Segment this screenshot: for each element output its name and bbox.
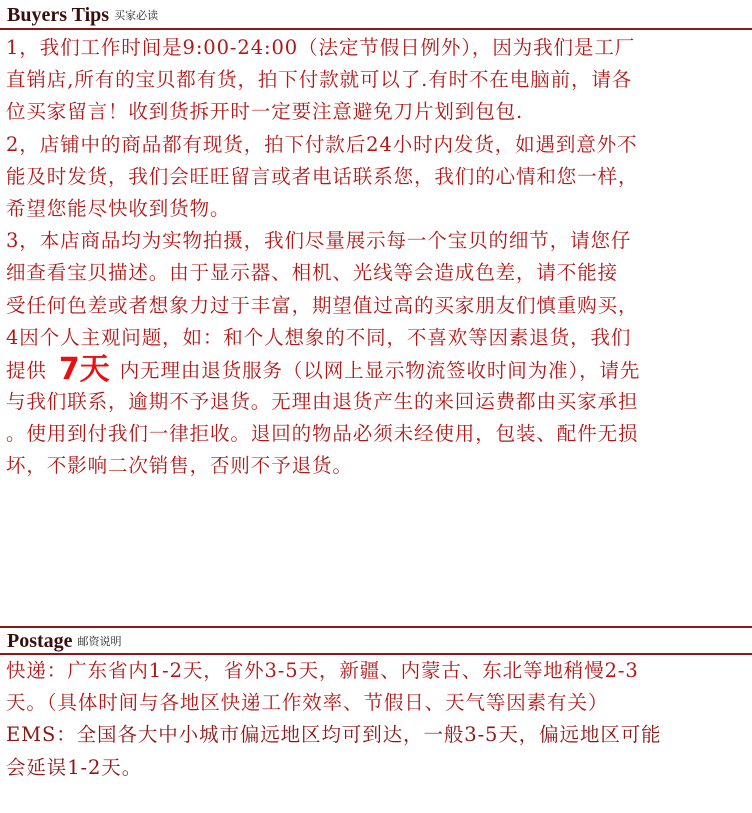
tips-line: 位买家留言！收到货拆开时一定要注意避免刀片划到包包. (6, 100, 524, 124)
tips-line: 坏，不影响二次销售，否则不予退货。 (6, 454, 353, 478)
tips-line: 细查看宝贝描述。由于显示器、相机、光线等会造成色差，请不能接 (6, 261, 619, 285)
buyers-tips-title-cn: 买家必读 (114, 9, 159, 22)
tips-line: 能及时发货，我们会旺旺留言或者电话联系您，我们的心情和您一样， (6, 164, 639, 188)
buyers-tips-heading (0, 4, 752, 26)
postage-line: 快递：广东省内1-2天，省外3-5天，新疆、内蒙古、东北等地稍慢2-3 (6, 659, 639, 682)
tips-line: 2，店铺中的商品都有现货，拍下付款后24小时内发货，如遇到意外不 (6, 132, 638, 156)
section-divider-top (0, 626, 752, 628)
buyers-tips-body (0, 32, 752, 483)
return-prefix: 提供 (6, 358, 47, 382)
tips-line: 直销店,所有的宝贝都有货，拍下付款就可以了.有时不在电脑前，请各 (6, 68, 633, 92)
buyers-tips-title-en: Buyers Tips (7, 4, 110, 26)
tips-line: 受任何色差或者想象力过于丰富，期望值过高的买家朋友们慎重购买， (6, 293, 639, 317)
postage-body (0, 655, 752, 784)
postage-title-cn: 邮资说明 (77, 635, 122, 648)
tips-line: 。使用到付我们一律拒收。退回的物品必须未经使用，包装、配件无损 (6, 422, 639, 446)
seven-day-highlight: 7天 (58, 353, 110, 387)
tips-line: 4因个人主观问题，如：和个人想象的不同，不喜欢等因素退货，我们 (6, 325, 632, 349)
return-policy-line (0, 354, 752, 386)
tips-line: 与我们联系，逾期不予退货。无理由退货产生的来回运费都由买家承担 (6, 390, 639, 414)
tips-line: 3，本店商品均为实物拍摄，我们尽量展示每一个宝贝的细节，请您仔 (6, 229, 632, 253)
postage-line: 会延误1-2天。 (6, 755, 143, 779)
postage-line: 天。（具体时间与各地区快递工作效率、节假日、天气等因素有关） (6, 691, 609, 715)
postage-line: EMS：全国各大中小城市偏远地区均可到达，一般3-5天，偏远地区可能 (6, 723, 662, 747)
return-suffix: 内无理由退货服务（以网上显示物流签收时间为准），请先 (119, 358, 641, 382)
postage-heading (0, 630, 752, 652)
postage-title-en: Postage (7, 630, 73, 652)
tips-line: 1，我们工作时间是9:00-24:00（法定节假日例外），因为我们是工厂 (6, 36, 636, 59)
buyers-tips-divider (0, 28, 752, 30)
tips-line: 希望您能尽快收到货物。 (6, 196, 231, 220)
